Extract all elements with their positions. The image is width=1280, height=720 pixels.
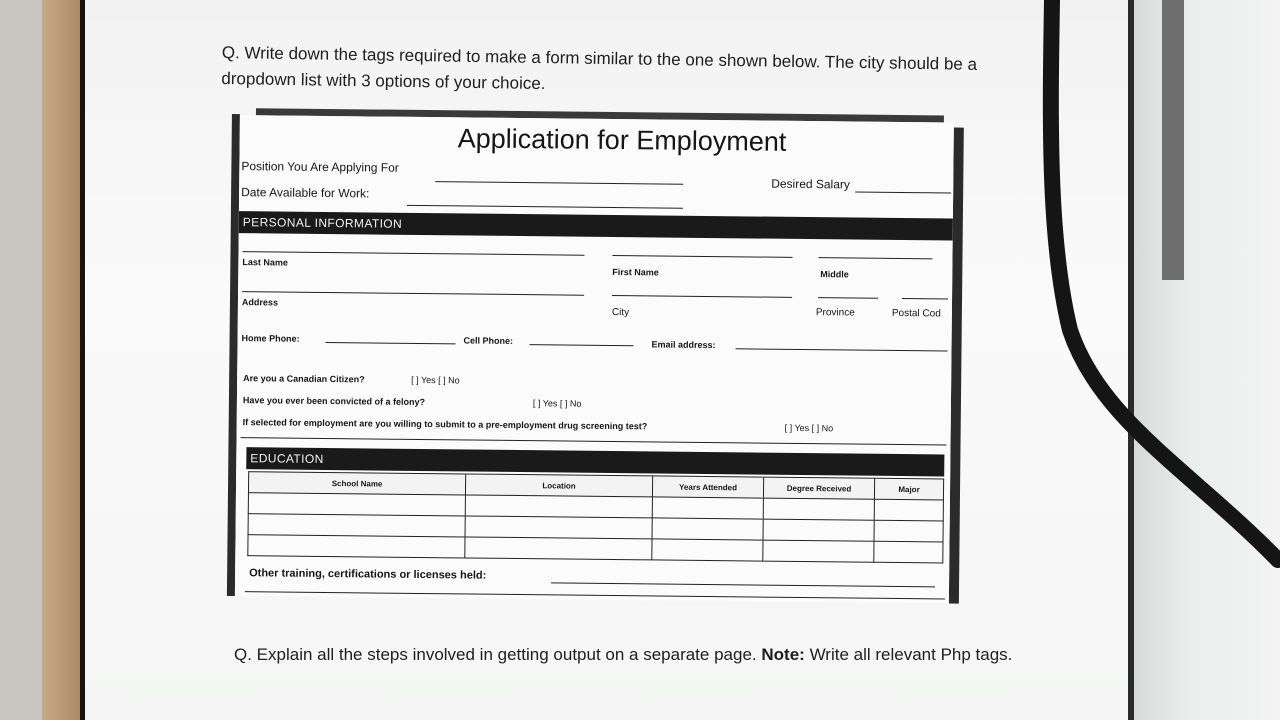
drug-test-options: [ ] Yes [ ] No — [784, 422, 834, 434]
column-years-attended: Years Attended — [652, 476, 763, 498]
salary-label: Desired Salary — [771, 176, 851, 192]
postal-line — [902, 298, 948, 299]
middle-label: Middle — [820, 269, 849, 280]
question-2-text: Q. Explain all the steps involved in getting output on a separate page. — [234, 645, 757, 664]
questions-divider — [241, 437, 947, 445]
salary-line — [855, 192, 951, 194]
city-label: City — [611, 306, 630, 319]
province-label: Province — [815, 307, 855, 319]
question-2 — [234, 642, 1084, 668]
postal-code-label: Postal Cod — [891, 307, 941, 320]
form-body — [235, 115, 954, 603]
monitor-bezel-left — [0, 0, 42, 720]
email-label: Email address: — [651, 339, 716, 351]
citizen-options: [ ] Yes [ ] No — [411, 374, 460, 386]
column-location: Location — [465, 474, 652, 497]
last-name-label: Last Name — [242, 257, 288, 268]
background-wood — [42, 0, 82, 720]
cell-phone-line — [530, 344, 634, 346]
address-label: Address — [241, 297, 279, 308]
question-2-note-label: Note: — [761, 645, 805, 664]
date-line — [407, 205, 683, 209]
column-major: Major — [874, 478, 943, 500]
date-label: Date Available for Work: — [241, 185, 370, 201]
home-phone-line — [326, 342, 456, 344]
felony-question: Have you ever been convicted of a felony? — [242, 395, 426, 408]
last-name-line — [242, 251, 584, 256]
email-line — [736, 348, 948, 351]
cell-phone-label: Cell Phone: — [463, 335, 514, 346]
position-label: Position You Are Applying For — [241, 159, 399, 175]
form-title: Application for Employment — [457, 123, 787, 157]
other-training-line — [551, 582, 935, 587]
education-header: EDUCATION — [246, 447, 944, 476]
drug-test-question: If selected for employment are you willing to submit to a pre-employment drug screening test? — [242, 417, 648, 432]
other-training-label: Other training, certifications or licenses held: — [249, 567, 487, 582]
position-line — [435, 181, 683, 185]
felony-options: [ ] Yes [ ] No — [532, 398, 582, 409]
first-name-line — [612, 255, 792, 258]
citizen-question: Are you a Canadian Citizen? — [243, 373, 365, 385]
middle-line — [818, 257, 932, 259]
page-edge-left — [80, 0, 85, 720]
question-1: Q. Write down the tags required to make a form similar to the one shown below. The city should be a dropdown list with 3 options of your choice. — [221, 42, 978, 94]
education-table — [247, 471, 944, 563]
employment-form-image — [227, 108, 972, 604]
address-line — [242, 291, 584, 296]
personal-info-header: PERSONAL INFORMATION — [239, 211, 953, 240]
question-2-note-text: Write all relevant Php tags. — [809, 645, 1013, 664]
city-line — [612, 295, 792, 298]
first-name-label: First Name — [612, 266, 659, 278]
cable — [1030, 0, 1280, 720]
column-degree-received: Degree Received — [763, 477, 874, 499]
home-phone-label: Home Phone: — [241, 333, 300, 344]
column-school-name: School Name — [248, 472, 465, 495]
province-line — [818, 297, 878, 299]
